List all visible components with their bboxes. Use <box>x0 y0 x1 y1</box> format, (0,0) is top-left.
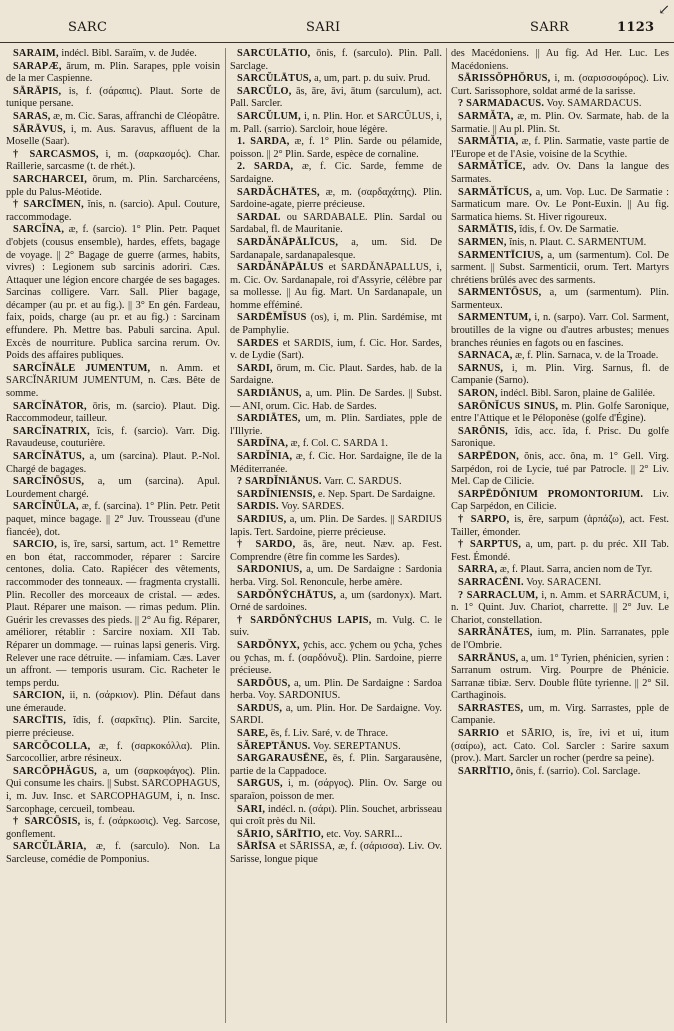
entry-headword: SARRĀNUS, <box>458 652 519 664</box>
dictionary-entry <box>6 224 220 363</box>
entry-headword: SARCĬNATRIX, <box>13 425 90 437</box>
dictionary-entry <box>6 111 220 124</box>
entry-headword: SARGARAUSĒNE, <box>237 753 328 765</box>
dictionary-entry <box>451 489 669 514</box>
entry-text: a, um. De Sardaigne : Sardonia herba. Virg. Sol. Renoncule, herbe amère. <box>230 564 442 588</box>
entry-headword: † SARDŎNȲCHUS LAPIS, <box>237 614 372 626</box>
entry-text: æ, f. (sarculo). Non. La Sarcleuse, comédie de Pomponius. <box>6 841 220 865</box>
entry-text: ĭdis, f. (σαρκῖτις). Plin. Sarcite, pierre précieuse. <box>6 715 220 740</box>
dictionary-entry <box>230 640 442 678</box>
dictionary-entry <box>230 489 442 502</box>
entry-text: ĭnis, n. (sarcio). Apul. Couture, raccommodage. <box>6 199 220 223</box>
dictionary-entry <box>451 388 669 401</box>
entry-headword: SARDŌUS, <box>237 677 291 689</box>
entry-text: Voy. SARDES. <box>281 501 345 513</box>
entry-headword: SARDES <box>237 337 279 349</box>
page-number: 1123 <box>617 20 655 35</box>
entry-headword: SARCION, <box>13 690 65 702</box>
dictionary-entry <box>230 86 442 111</box>
entry-headword: SARMĂTĬCUS, <box>458 186 533 198</box>
entry-headword: SARCŎPHĂGUS, <box>13 765 97 777</box>
entry-text: um, m. Virg. Sarrastes, pple de Campanie. <box>451 702 669 727</box>
entry-text: a, um. Sid. De Sardanapale, sardanapalesque. <box>230 236 442 261</box>
dictionary-entry <box>6 451 220 476</box>
dictionary-entry <box>6 841 220 866</box>
dictionary-entry <box>230 363 442 388</box>
dictionary-entry <box>230 564 442 589</box>
entry-text: a, um, part. p. du préc. XII Tab. Fest. Émondé. <box>451 539 669 563</box>
entry-headword: SARPĒDŎNIUM PROMONTORIUM. <box>458 488 644 500</box>
column-1 <box>6 48 220 1028</box>
entry-headword: SARDIS. <box>237 501 279 513</box>
corner-mark: ↙ <box>658 2 670 18</box>
entry-text: indécl. n. (σάρι). Plin. Souchet, arbrisseau qui croît près du Nil. <box>230 803 442 828</box>
entry-headword: SARCŬLUM, <box>237 110 301 122</box>
entry-text: æ, f. (σαρκοκόλλα). Plin. Sarcocollier, arbre résineux. <box>6 740 220 765</box>
entry-headword: SARCŬLĀRIA, <box>13 841 87 853</box>
entry-text: æ, f. (sarcio). 1° Plin. Petr. Paquet d'objets (cousus ensemble), hardes, effets, bagage de voyage. || 2° Bagage de guerre (armes, habits, vivres) : Legionem sub sarcinis adoriri. Cæs. Attaquer une légion encore chargée de ses bagages. Sarcinas colligere. Varr. Sall. Plier bagage, décamper (au pr. et au fig.). || 3° En gén. Fardeau, faix, poids, charge (au pr. et au fig.) : Sarcinam effundere. Ph. Mettre bas. Pabuli sarcina. Apul. Excès de nourriture. Publica sarcina rerum. Ov. Poids des affaires publiques. <box>6 224 220 362</box>
entry-text: a, um. Plin. De Sardaigne : Sardoa herba. Voy. SARDONIUS. <box>230 677 442 702</box>
entry-text: æ, f. Plaut. Sarra, ancien nom de Tyr. <box>499 564 653 576</box>
running-head-left: SARC <box>68 20 108 35</box>
entry-text: et SARDIS, ium, f. Cic. Hor. Sardes, v. de Lydie (Sart). <box>230 337 442 362</box>
dictionary-entry <box>230 804 442 829</box>
entry-text: æ, f. Col. C. SARDA 1. <box>290 438 388 450</box>
running-head-center: SARI <box>306 20 341 35</box>
entry-text: is, īre, sarsi, sartum, act. 1° Remettre en bon état, raccommoder, réparer : Sarcire centones, dolia. Cato. Rapiécer des vêtements, raccommoder des tonneaux. — fragmenta crystalli. Plin. Recoller des morceaux de cristal. — ædes. Plaut. Réparer une maison. — rimas pedum. Plin. Guérir les crevasses des pieds. || 2° Au fig. Réparer, améliorer, rétablir : Sarcire noxiam. XII Tab. Réparer un dommage. — ruinas lapsi generis. Virg. Relever une race détruite. — infamiam. Cæs. Laver un affront. — temporis usuram. Cic. Racheter le temps perdu. <box>6 539 220 689</box>
dictionary-entry <box>451 187 669 225</box>
entry-text: ōnis, f. (sarculo). Plin. Pall. Sarclage. <box>230 48 442 72</box>
dictionary-entry <box>230 161 442 186</box>
dictionary-entry <box>451 350 669 363</box>
dictionary-entry <box>6 401 220 426</box>
dictionary-entry <box>6 426 220 451</box>
entry-headword: SARMENTŌSUS, <box>458 287 542 299</box>
dictionary-entry <box>6 174 220 199</box>
entry-headword: SARCĬNĀLE JUMENTUM, <box>13 362 151 374</box>
dictionary-entry <box>451 627 669 652</box>
entry-text: is, f. (σάραπις). Plaut. Sorte de tunique persane. <box>6 85 220 110</box>
entry-headword: SARDĬNIA, <box>237 451 293 462</box>
entry-text: ōris, m. (sarcio). Plaut. Dig. Raccommodeur, tailleur. <box>6 400 220 425</box>
dictionary-entry <box>6 690 220 715</box>
entry-headword: SARCŎCOLLA, <box>13 740 91 752</box>
entry-text: i, m. Plin. Virg. Sarnus, fl. de Campanie (Sarno). <box>451 362 669 387</box>
dictionary-entry <box>451 728 669 766</box>
entry-text: e. Nep. Spart. De Sardaigne. <box>318 488 436 500</box>
entry-text: a, um (sardonyx). Mart. Orné de sardoines. <box>230 589 442 614</box>
dictionary-entry <box>451 514 669 539</box>
entry-text: is, ĕre, sarpum (ἁρπάζω), act. Fest. Tailler, émonder. <box>451 513 669 538</box>
entry-headword: † SARPO, <box>458 513 510 525</box>
entry-headword: SĂREPTĀNUS. <box>237 740 311 752</box>
entry-headword: SARCĬNA, <box>13 224 65 236</box>
entry-text: a, um (sarmentum). Plin. Sarmenteux. <box>451 287 669 311</box>
dictionary-entry <box>451 48 669 73</box>
entry-headword: SARCĬNĀTOR, <box>13 400 87 412</box>
entry-text: a, um (sarcina). Plaut. P.-Nol. Chargé de bagages. <box>6 451 220 475</box>
dictionary-entry <box>230 73 442 86</box>
entry-headword: SARCĬNŬLA, <box>13 501 79 513</box>
entry-headword: SARDI, <box>237 362 273 374</box>
dictionary-entry <box>230 590 442 615</box>
dictionary-entry <box>6 741 220 766</box>
entry-text: æ, f. 1° Plin. Sarde ou pélamide, poisson. || 2° Plin. Sarde, espèce de cornaline. <box>230 136 442 160</box>
dictionary-entry <box>451 250 669 288</box>
entry-headword: SARMENTĪCIUS, <box>458 249 544 261</box>
entry-headword: 2. SARDA, <box>237 161 294 173</box>
entry-text: m. Vulg. C. le suiv. <box>230 614 442 639</box>
entry-headword: SARDIĀTES, <box>237 413 301 425</box>
entry-text: i, n. Amm. et SARRĀCUM, i, n. 1° Quint. Juv. Chariot, charrette. || 2° Juv. Le Chariot, constellation. <box>451 589 669 626</box>
entry-text: æ, f. Plin. Sarmatie, vaste partie de l'Europe et de l'Asie, voisine de la Scythie. <box>451 136 669 160</box>
entry-text: i, n. (sarpo). Varr. Col. Sarment, broutilles de la vigne ou d'autres arbustes; menues branches réunies en fagots ou en fascines. <box>451 312 669 349</box>
entry-text: i, m. (σαρκασμός). Char. Raillerie, sarcasme (t. de rhét.). <box>6 148 220 173</box>
entry-headword: SARCĬNŌSUS, <box>13 476 85 488</box>
dictionary-entry <box>230 111 442 136</box>
entry-text: adv. Ov. Dans la langue des Sarmates. <box>451 161 669 185</box>
entry-text: a, um (σαρκοφάγος). Plin. Qui consume les chairs. || Subst. SARCOPHAGUS, i, m. Juv. Insc. et SARCOPHAGUM, i, n. Insc. Sarcophage, cercueil, tombeau. <box>6 765 220 815</box>
entry-headword: SARCHARCEI, <box>13 173 88 185</box>
entry-text: indécl. Bibl. Saron, plaine de Galilée. <box>500 388 656 400</box>
dictionary-entry <box>451 161 669 186</box>
entry-headword: SARDĂNĀPĀLĪCUS, <box>237 236 339 248</box>
entry-headword: SARCŬLĀTUS, <box>237 73 312 85</box>
dictionary-entry <box>451 426 669 451</box>
entry-headword: SĀRĀPIS, <box>13 85 62 97</box>
entry-headword: SARDĒMĬSUS <box>237 312 307 324</box>
entry-text: æ, m. Cic. Saras, affranchi de Cléopâtre. <box>53 110 220 122</box>
running-head-right: SARR <box>530 20 570 35</box>
dictionary-entry <box>230 312 442 337</box>
entry-headword: SARDŎNȲCHĀTUS, <box>237 589 337 601</box>
dictionary-entry <box>451 111 669 136</box>
entry-headword: SĀRISSŎPHŎRUS, <box>458 73 551 85</box>
entry-text: i, m. (σαρισσοφόρος). Liv. Curt. Sarissophore, soldat armé de la sarisse. <box>451 73 669 97</box>
entry-headword: † SARPTUS, <box>458 539 522 551</box>
dictionary-entry <box>230 841 442 866</box>
dictionary-entry <box>451 703 669 728</box>
entry-headword: SARCŬLO, <box>237 85 292 97</box>
entry-headword: SARRĀNĀTES, <box>458 627 533 639</box>
dictionary-entry <box>451 590 669 628</box>
entry-text: a, um. 1° Tyrien, phénicien, syrien : Sarranum ostrum. Virg. Pourpre de Phénicie. Sarranæ tibiæ. Serv. Double flûte tyrienne. || 2° Sil. Carthaginois. <box>451 652 669 702</box>
entry-text: æ, f. (sarcina). 1° Plin. Petr. Petit paquet, mince bagage. || 2° Juv. Trousseau (d'une fiancée), dot. <box>6 501 220 538</box>
entry-headword: SARDĬNIENSIS, <box>237 488 316 500</box>
entry-headword: SARMĂTA, <box>458 110 514 122</box>
entry-text: ĭnis, n. Plaut. C. SARMENTUM. <box>509 236 647 248</box>
entry-text: æ, m. Plin. Ov. Sarmate, hab. de la Sarmatie. || Au pl. Plin. St. <box>451 110 669 135</box>
entry-headword: SARRASTES, <box>458 702 524 714</box>
entry-headword: SARI, <box>237 803 266 815</box>
column-separator <box>225 48 226 1023</box>
entry-headword: SARDAL <box>237 211 281 223</box>
entry-text: a, um. Plin. De Sardes. || Subst. — ANI, orum. Cic. Hab. de Sardes. <box>230 388 442 412</box>
entry-headword: SARCŬLĀTIO, <box>237 48 311 59</box>
dictionary-entry <box>451 564 669 577</box>
entry-text: Voy. SEREPTANUS. <box>312 740 401 752</box>
entry-headword: SARDĂNĀPĀLUS <box>237 262 324 274</box>
header-rule <box>0 42 674 43</box>
dictionary-entry <box>230 514 442 539</box>
dictionary-entry <box>230 501 442 514</box>
entry-text: Voy. SAMARDACUS. <box>546 98 642 110</box>
entry-text: a, um (sarcina). Apul. Lourdement chargé. <box>6 476 220 500</box>
dictionary-entry <box>230 476 442 489</box>
entry-text: ŏnis, acc. ŏna, m. 1° Gell. Virg. Sarpédon, roi de Lycie, tué par Patrocle. || 2° Liv. Mel. Cap de Cilicie. <box>451 451 669 488</box>
entry-text: æ, m. (σαρδαχάτης). Plin. Sardoine-agate, pierre précieuse. <box>230 186 442 211</box>
dictionary-entry <box>6 501 220 539</box>
entry-headword: SARMEN, <box>458 236 507 248</box>
dictionary-entry <box>451 98 669 111</box>
dictionary-entry <box>6 476 220 501</box>
entry-headword: SARRA, <box>458 564 498 576</box>
entry-headword: SARŌNIS, <box>458 425 508 437</box>
entry-text: etc. Voy. SARRI... <box>326 828 403 840</box>
entry-text: n. Amm. et SARCĬNĀRIUM JUMENTUM, n. Cæs. Bête de somme. <box>6 362 220 400</box>
entry-text: Varr. C. SARDUS. <box>324 476 402 488</box>
dictionary-entry <box>6 48 220 61</box>
dictionary-entry <box>6 86 220 111</box>
dictionary-entry <box>230 187 442 212</box>
column-2 <box>230 48 442 1028</box>
entry-headword: SARRĪTIO, <box>458 765 514 777</box>
dictionary-entry <box>230 212 442 237</box>
dictionary-entry <box>230 237 442 262</box>
entry-headword: SARNUS, <box>458 362 504 374</box>
entry-headword: SARDUS, <box>237 702 283 714</box>
dictionary-entry <box>230 753 442 778</box>
entry-headword: SARCIO, <box>13 539 58 551</box>
entry-headword: SARRACĒNI. <box>458 576 524 588</box>
entry-text: ōrum, m. Plin. Sarcharcéens, pple du Palus-Méotide. <box>6 173 220 198</box>
entry-text: ōnis, f. (sarrio). Col. Sarclage. <box>515 765 641 777</box>
dictionary-entry <box>6 149 220 174</box>
entry-text: ĭdis, f. Ov. De Sarmatie. <box>519 224 619 236</box>
entry-headword: SĀRĪSA <box>237 841 276 853</box>
entry-text: ās, āre, neut. Næv. ap. Fest. Comprendre (être fin comme les Sardes). <box>230 539 442 563</box>
dictionary-entry <box>230 451 442 476</box>
dictionary-entry <box>230 539 442 564</box>
entry-headword: ? SARDĬNIĀNUS. <box>237 476 322 488</box>
entry-text: ās, āre, āvi, ātum (sarculum), act. Pall. Sarcler. <box>230 85 442 110</box>
entry-headword: SARDĂCHĀTES, <box>237 186 320 198</box>
dictionary-entry <box>230 615 442 640</box>
entry-headword: SĀRĀVUS, <box>13 123 66 135</box>
dictionary-entry <box>451 653 669 703</box>
entry-text: des Macédoniens. || Au fig. Ad Her. Luc. Les Macédoniens. <box>451 48 669 72</box>
entry-headword: † SARCĪMEN, <box>13 199 84 211</box>
entry-text: ii, n. (σάρκιον). Plin. Défaut dans une émeraude. <box>6 690 220 714</box>
entry-text: æ, f. Cic. Hor. Sardaigne, île de la Méditerranée. <box>230 451 442 475</box>
entry-text: æ, f. Cic. Sarde, femme de Sardaigne. <box>230 161 442 185</box>
entry-headword: SARNACA, <box>458 350 513 362</box>
dictionary-entry <box>451 73 669 98</box>
dictionary-entry <box>6 715 220 740</box>
entry-text: indécl. Bibl. Saraïm, v. de Judée. <box>61 48 197 59</box>
dictionary-entry <box>451 237 669 250</box>
dictionary-entry <box>230 678 442 703</box>
entry-headword: SARAPÆ, <box>13 60 62 72</box>
dictionary-entry <box>230 703 442 728</box>
entry-headword: SARŌNĬCUS SINUS, <box>458 400 559 412</box>
entry-text: a, um. Vop. Luc. De Sarmatie : Sarmaticum mare. Ov. Le Pont-Euxin. || Au fig. Sarmatica hiems. St. Hiver rigoureux. <box>451 186 669 223</box>
entry-text: ēs, f. Liv. Saré, v. de Thrace. <box>270 728 389 740</box>
entry-headword: SARAS, <box>13 110 51 122</box>
dictionary-entry <box>451 363 669 388</box>
entry-headword: SARMĂTĬCE, <box>458 161 526 173</box>
entry-text: a, um (sarmentum). Col. De sarment. || Subst. Sarmenticii, orum. Tert. Martyrs chrétiens brûlés avec des sarments. <box>451 249 669 286</box>
entry-text: ēs, f. Plin. Sargarausène, partie de la Cappadoce. <box>230 753 442 777</box>
entry-text: a, um. Plin. Hor. De Sardaigne. Voy. SARDI. <box>230 702 442 727</box>
entry-text: et SARDĂNĀPALLUS, i, m. Cic. Ov. Sardanapale, roi d'Assyrie, célèbre par sa mollesse. || Au fig. Mart. Un Sardanapale, un homme efféminé. <box>230 262 442 311</box>
entry-text: Voy. SARACENI. <box>526 576 602 588</box>
entry-headword: SARMĂTIA, <box>458 136 519 148</box>
entry-headword: SARDIĀNUS, <box>237 388 302 400</box>
dictionary-entry <box>451 766 669 779</box>
dictionary-entry <box>6 124 220 149</box>
entry-headword: SARAIM, <box>13 48 59 59</box>
dictionary-entry <box>451 401 669 426</box>
dictionary-entry <box>451 312 669 350</box>
entry-text: ārum, m. Plin. Sarapes, pple voisin de la mer Caspienne. <box>6 60 220 85</box>
entry-headword: SARDONIUS, <box>237 564 303 576</box>
dictionary-entry <box>230 262 442 312</box>
entry-text: ȳchis, acc. ȳchem ou ȳcha, ȳches ou ȳchas, m. f. (σαρδόνυξ). Plin. Sardoine, pierre précieuse. <box>230 639 442 677</box>
entry-text: i, m. Aus. Saravus, affluent de la Moselle (Saar). <box>6 123 220 148</box>
entry-headword: † SARCŌSIS, <box>13 816 81 828</box>
entry-headword: 1. SARDA, <box>237 136 290 148</box>
dictionary-entry <box>6 199 220 224</box>
dictionary-entry <box>6 816 220 841</box>
dictionary-entry <box>451 224 669 237</box>
dictionary-entry <box>230 728 442 741</box>
dictionary-entry <box>451 539 669 564</box>
dictionary-entry <box>230 136 442 161</box>
entry-text: ōrum, m. Cic. Plaut. Sardes, hab. de la Sardaigne. <box>230 362 442 387</box>
column-separator <box>446 48 447 1023</box>
dictionary-entry <box>451 287 669 312</box>
entry-text: (os), i, m. Plin. Sardémise, mt de Pamphylie. <box>230 312 442 337</box>
dictionary-entry <box>6 61 220 86</box>
entry-headword: SARRIO <box>458 728 500 740</box>
dictionary-entry <box>6 539 220 690</box>
entry-headword: ? SARRACLUM, <box>458 589 539 601</box>
entry-text: a, um, part. p. du suiv. Prud. <box>314 73 431 85</box>
entry-headword: SARCĪTIS, <box>13 715 67 727</box>
entry-text: æ, f. Plin. Sarnaca, v. de la Troade. <box>515 350 659 362</box>
entry-text: m. Plin. Golfe Saronique, entre l'Attique et le Péloponèse (golfe d'Égine). <box>451 400 669 425</box>
entry-headword: SĀRIO, SĀRĪTIO, <box>237 828 324 840</box>
entry-headword: † SARCASMOS, <box>13 148 99 160</box>
entry-headword: SARMENTUM, <box>458 312 532 324</box>
dictionary-entry <box>230 741 442 754</box>
dictionary-entry <box>6 363 220 401</box>
entry-headword: SARGUS, <box>237 778 283 790</box>
dictionary-entry <box>230 48 442 73</box>
entry-text: is, f. (σάρκωσις). Veg. Sarcose, gonflement. <box>6 816 220 840</box>
entry-text: um, m. Plin. Sardiates, pple de l'Illyrie. <box>230 413 442 437</box>
entry-text: ium, m. Plin. Sarranates, pple de l'Ombrie. <box>451 627 669 651</box>
entry-text: et SĀRISSA, æ, f. (σάρισσα). Liv. Ov. Sarisse, longue pique <box>230 841 442 865</box>
entry-headword: † SARDO, <box>237 539 296 551</box>
dictionary-entry <box>230 413 442 438</box>
entry-text: i, n. Plin. Hor. et SARCŬLUS, i, m. Pall. (sarrio). Sarcloir, houe légère. <box>230 110 442 135</box>
entry-headword: SARDŎNYX, <box>237 639 300 651</box>
entry-headword: SARON, <box>458 388 498 400</box>
column-3 <box>451 48 669 1028</box>
entry-text: ĭdis, acc. ĭda, f. Prisc. Du golfe Saronique. <box>451 425 669 450</box>
entry-text: a, um. Plin. De Sardes. || SARDIUS lapis. Tert. Sardoine, pierre précieuse. <box>230 513 442 538</box>
entry-text: īcis, f. (sarcio). Varr. Dig. Ravaudeuse, couturière. <box>6 425 220 450</box>
dictionary-entry <box>230 829 442 842</box>
entry-headword: SARCĬNĀTUS, <box>13 451 85 462</box>
dictionary-entry <box>230 438 442 451</box>
dictionary-entry <box>230 338 442 363</box>
entry-text: ou SARDABALE. Plin. Sardal ou Sardabal, fl. de Mauritanie. <box>230 211 442 236</box>
dictionary-entry <box>230 388 442 413</box>
entry-text: et SĀRIO, is, īre, ivi et ui, itum (σαίρω), act. Cato. Col. Sarcler : Sarire saxum (prov.). Mart. Sarcler un rocher (perdre sa peine). <box>451 728 669 765</box>
dictionary-entry <box>230 778 442 803</box>
dictionary-entry <box>451 451 669 489</box>
entry-text: Liv. Cap Sarpédon, en Cilicie. <box>451 488 669 513</box>
entry-headword: SARPĒDON, <box>458 451 520 462</box>
entry-headword: SARE, <box>237 728 269 740</box>
dictionary-entry <box>6 766 220 816</box>
entry-headword: SARMĀTIS, <box>458 224 517 236</box>
entry-text: i, m. (σάργος). Plin. Ov. Sarge ou sparaïon, poisson de mer. <box>230 778 442 803</box>
entry-headword: SARDIUS, <box>237 513 287 525</box>
entry-headword: SARDĬNA, <box>237 438 289 450</box>
dictionary-entry <box>451 577 669 590</box>
dictionary-entry <box>451 136 669 161</box>
entry-headword: ? SARMADACUS. <box>458 98 545 110</box>
